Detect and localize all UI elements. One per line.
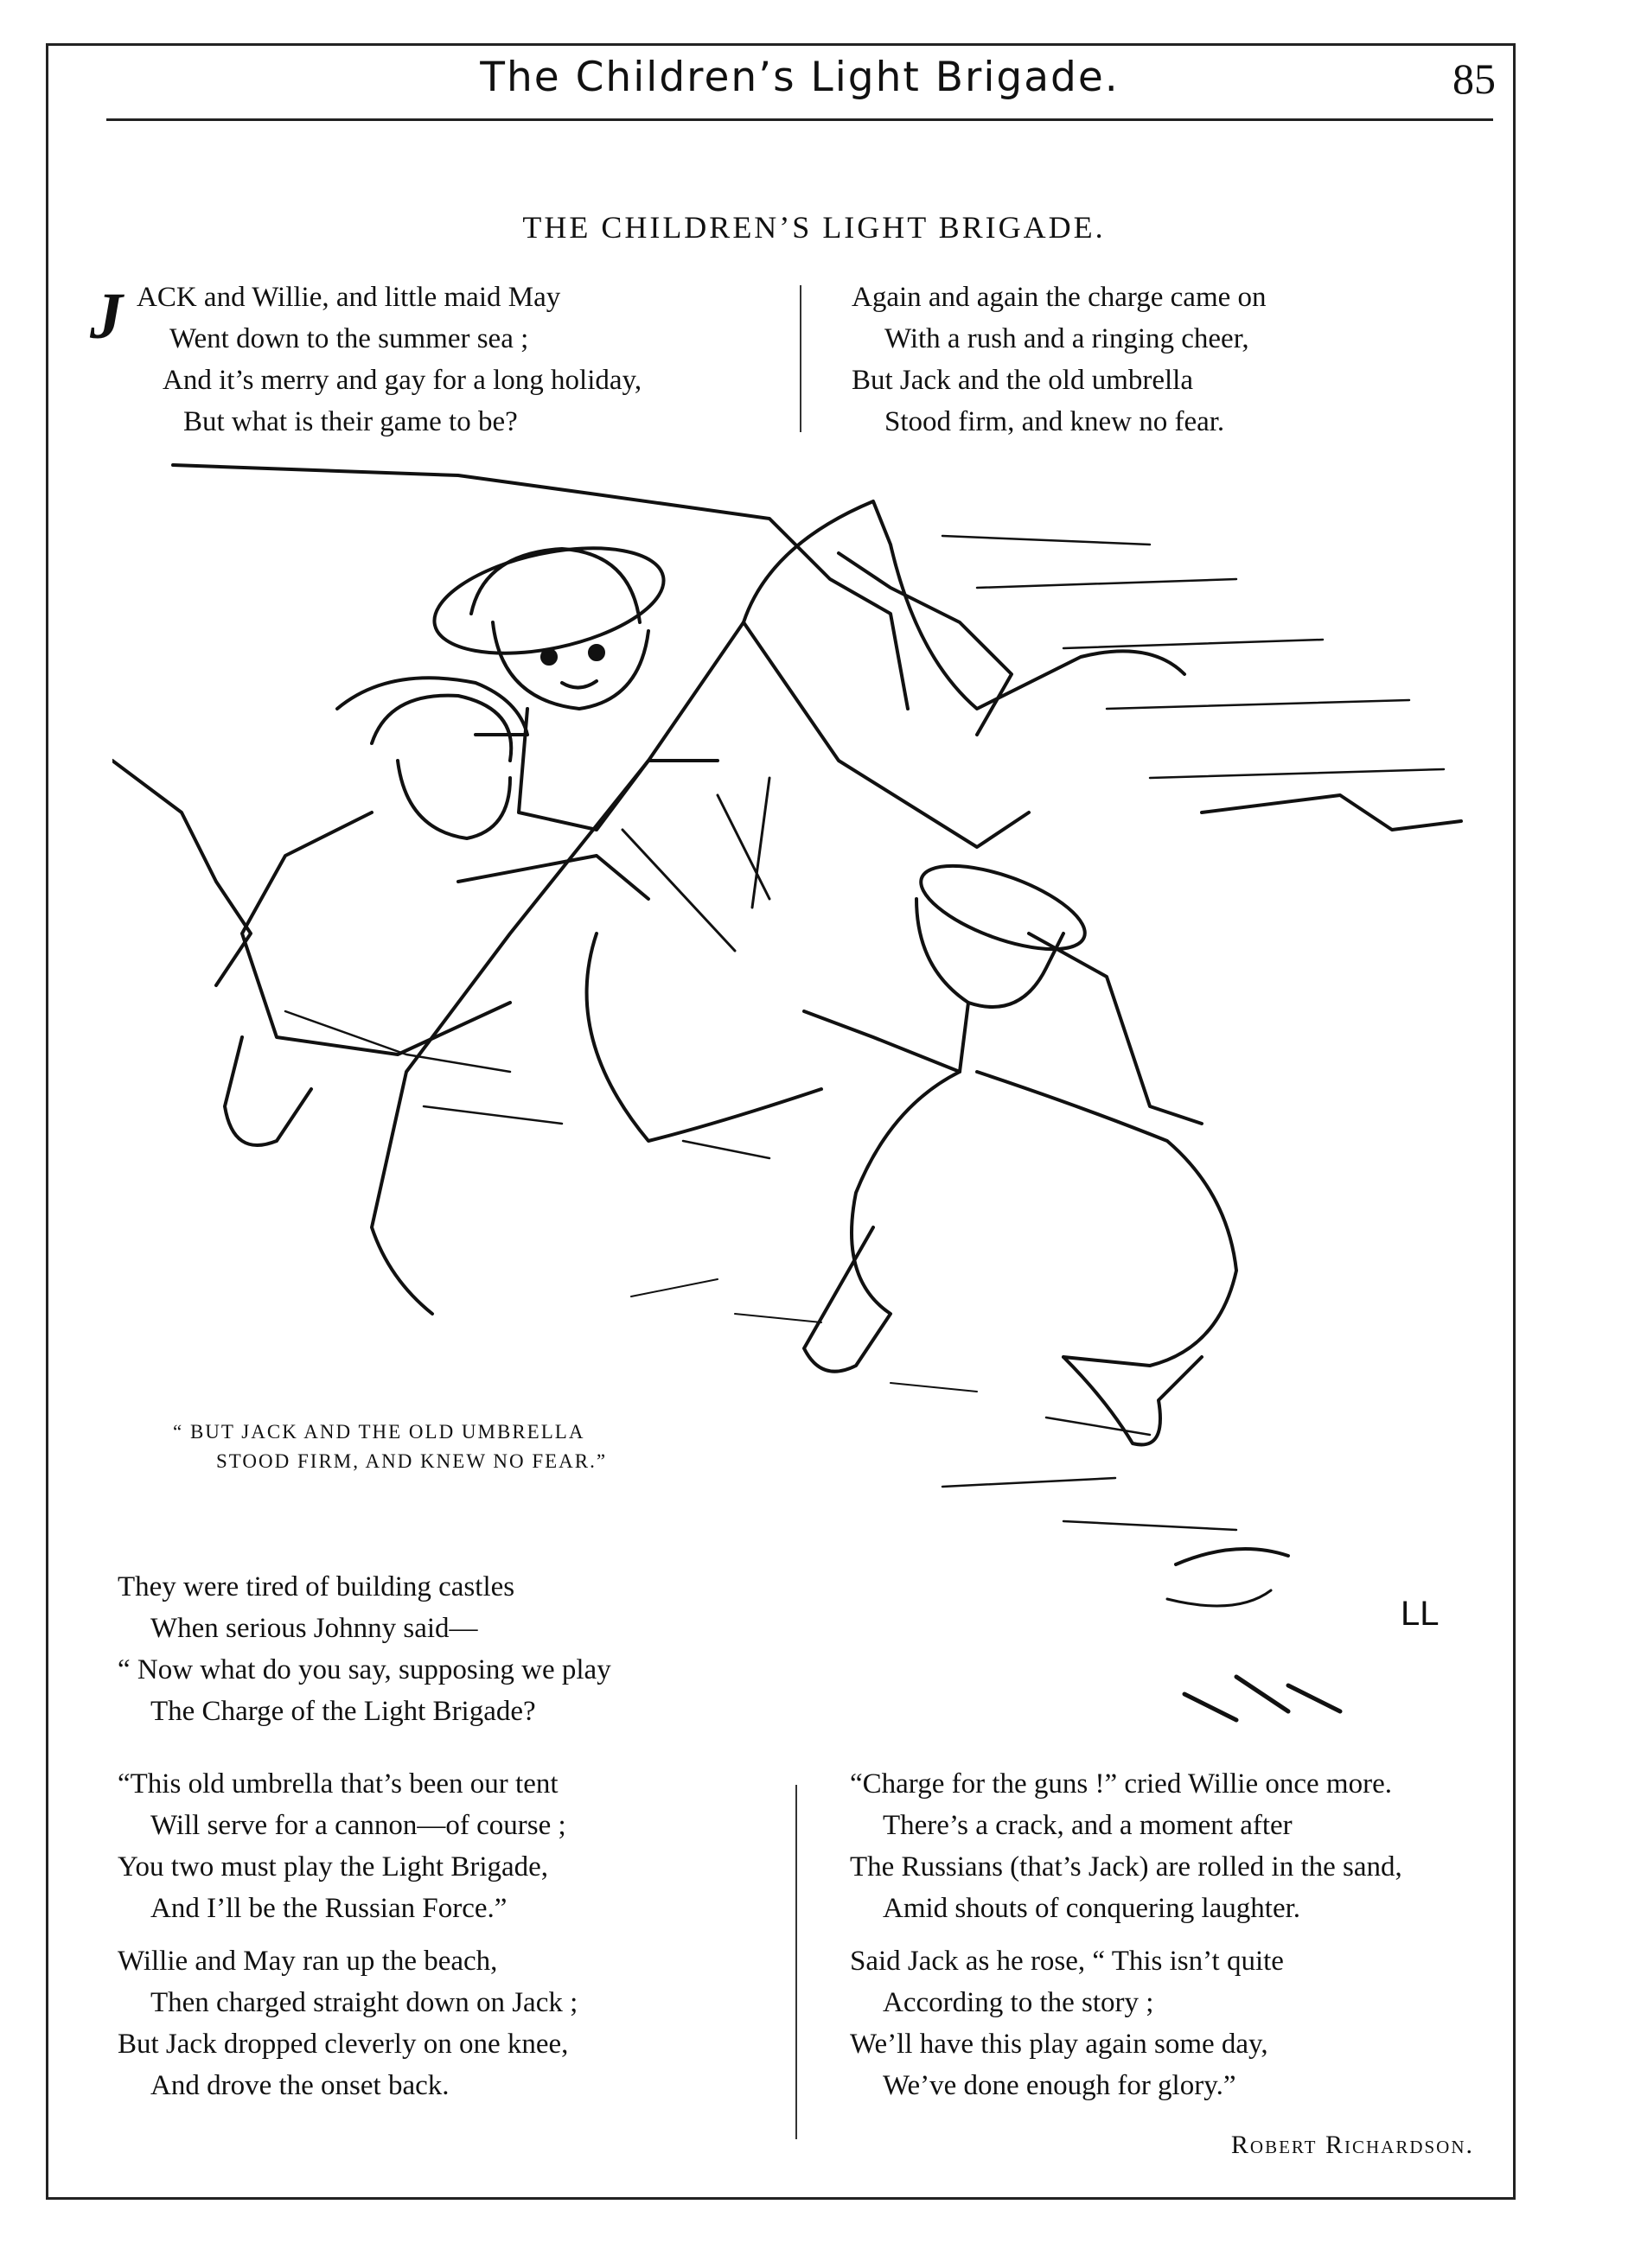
- header-rule: [106, 118, 1493, 121]
- stanza-5-line-1: Willie and May ran up the beach,: [118, 1946, 498, 1977]
- running-title: The Children’s Light Brigade.: [480, 54, 1120, 101]
- stanza-3-line-4: The Charge of the Light Brigade?: [150, 1696, 536, 1727]
- stanza-7-line-3: We’ll have this play again some day,: [850, 2029, 1268, 2060]
- caption-line-1: “ BUT JACK AND THE OLD UMBRELLA: [173, 1421, 585, 1443]
- children-umbrella-illustration: [112, 449, 1478, 1755]
- stanza-3-line-1: They were tired of building castles: [118, 1571, 515, 1602]
- stanza-1-cont: [163, 360, 642, 443]
- stanza-3-line-2: When serious Johnny said—: [150, 1613, 478, 1644]
- stanza-2: [852, 277, 1267, 443]
- stanza-3-line-3: “ Now what do you say, supposing we play: [118, 1654, 611, 1685]
- poem-title: THE CHILDREN’S LIGHT BRIGADE.: [522, 210, 1106, 245]
- stanza-1-line-1: ACK and Willie, and little maid May: [137, 282, 561, 313]
- stanza-6-line-2: There’s a crack, and a moment after: [883, 1810, 1293, 1841]
- drop-cap: J: [90, 280, 123, 353]
- stanza-6-line-1: “Charge for the guns !” cried Willie once more.: [850, 1768, 1392, 1800]
- stanza-7-line-4: We’ve done enough for glory.”: [883, 2070, 1236, 2101]
- stanza-7-line-2: According to the story ;: [883, 1987, 1154, 2018]
- stanza-1-line-3: And it’s merry and gay for a long holiday,: [163, 365, 642, 396]
- running-head: [104, 54, 1496, 123]
- stanza-7: [850, 1940, 1284, 2106]
- stanza-6-line-3: The Russians (that’s Jack) are rolled in the sand,: [850, 1851, 1402, 1883]
- stanza-1: [137, 277, 560, 360]
- stanza-2-line-2: With a rush and a ringing cheer,: [884, 323, 1249, 354]
- stanza-2-line-1: Again and again the charge came on: [852, 282, 1267, 313]
- stanza-7-line-1: Said Jack as he rose, “ This isn’t quite: [850, 1946, 1284, 1977]
- bottom-column-divider: [795, 1785, 797, 2139]
- stanza-1-line-4: But what is their game to be?: [183, 406, 518, 437]
- stanza-4-line-1: “This old umbrella that’s been our tent: [118, 1768, 559, 1800]
- author-signature: Robert Richardson.: [1230, 2131, 1474, 2159]
- artist-monogram: LL: [1401, 1595, 1440, 1633]
- stanza-4: [118, 1763, 566, 1929]
- stanza-5-line-2: Then charged straight down on Jack ;: [150, 1987, 578, 2018]
- stanza-5: [118, 1940, 578, 2106]
- stanza-4-line-3: You two must play the Light Brigade,: [118, 1851, 549, 1883]
- stanza-6-line-4: Amid shouts of conquering laughter.: [883, 1893, 1301, 1924]
- top-column-divider: [800, 285, 801, 432]
- stanza-2-line-3: But Jack and the old umbrella: [852, 365, 1193, 396]
- stanza-2-line-4: Stood firm, and knew no fear.: [884, 406, 1225, 437]
- stanza-4-line-4: And I’ll be the Russian Force.”: [150, 1893, 508, 1924]
- stanza-3: [118, 1566, 611, 1732]
- stanza-5-line-3: But Jack dropped cleverly on one knee,: [118, 2029, 569, 2060]
- illustration-caption: [173, 1418, 607, 1476]
- stanza-4-line-2: Will serve for a cannon—of course ;: [150, 1810, 566, 1841]
- stanza-1-line-2: Went down to the summer sea ;: [169, 323, 529, 354]
- stanza-6: [850, 1763, 1402, 1929]
- page-number: 85: [1452, 54, 1496, 103]
- stanza-5-line-4: And drove the onset back.: [150, 2070, 450, 2101]
- caption-line-2: STOOD FIRM, AND KNEW NO FEAR.”: [216, 1450, 608, 1472]
